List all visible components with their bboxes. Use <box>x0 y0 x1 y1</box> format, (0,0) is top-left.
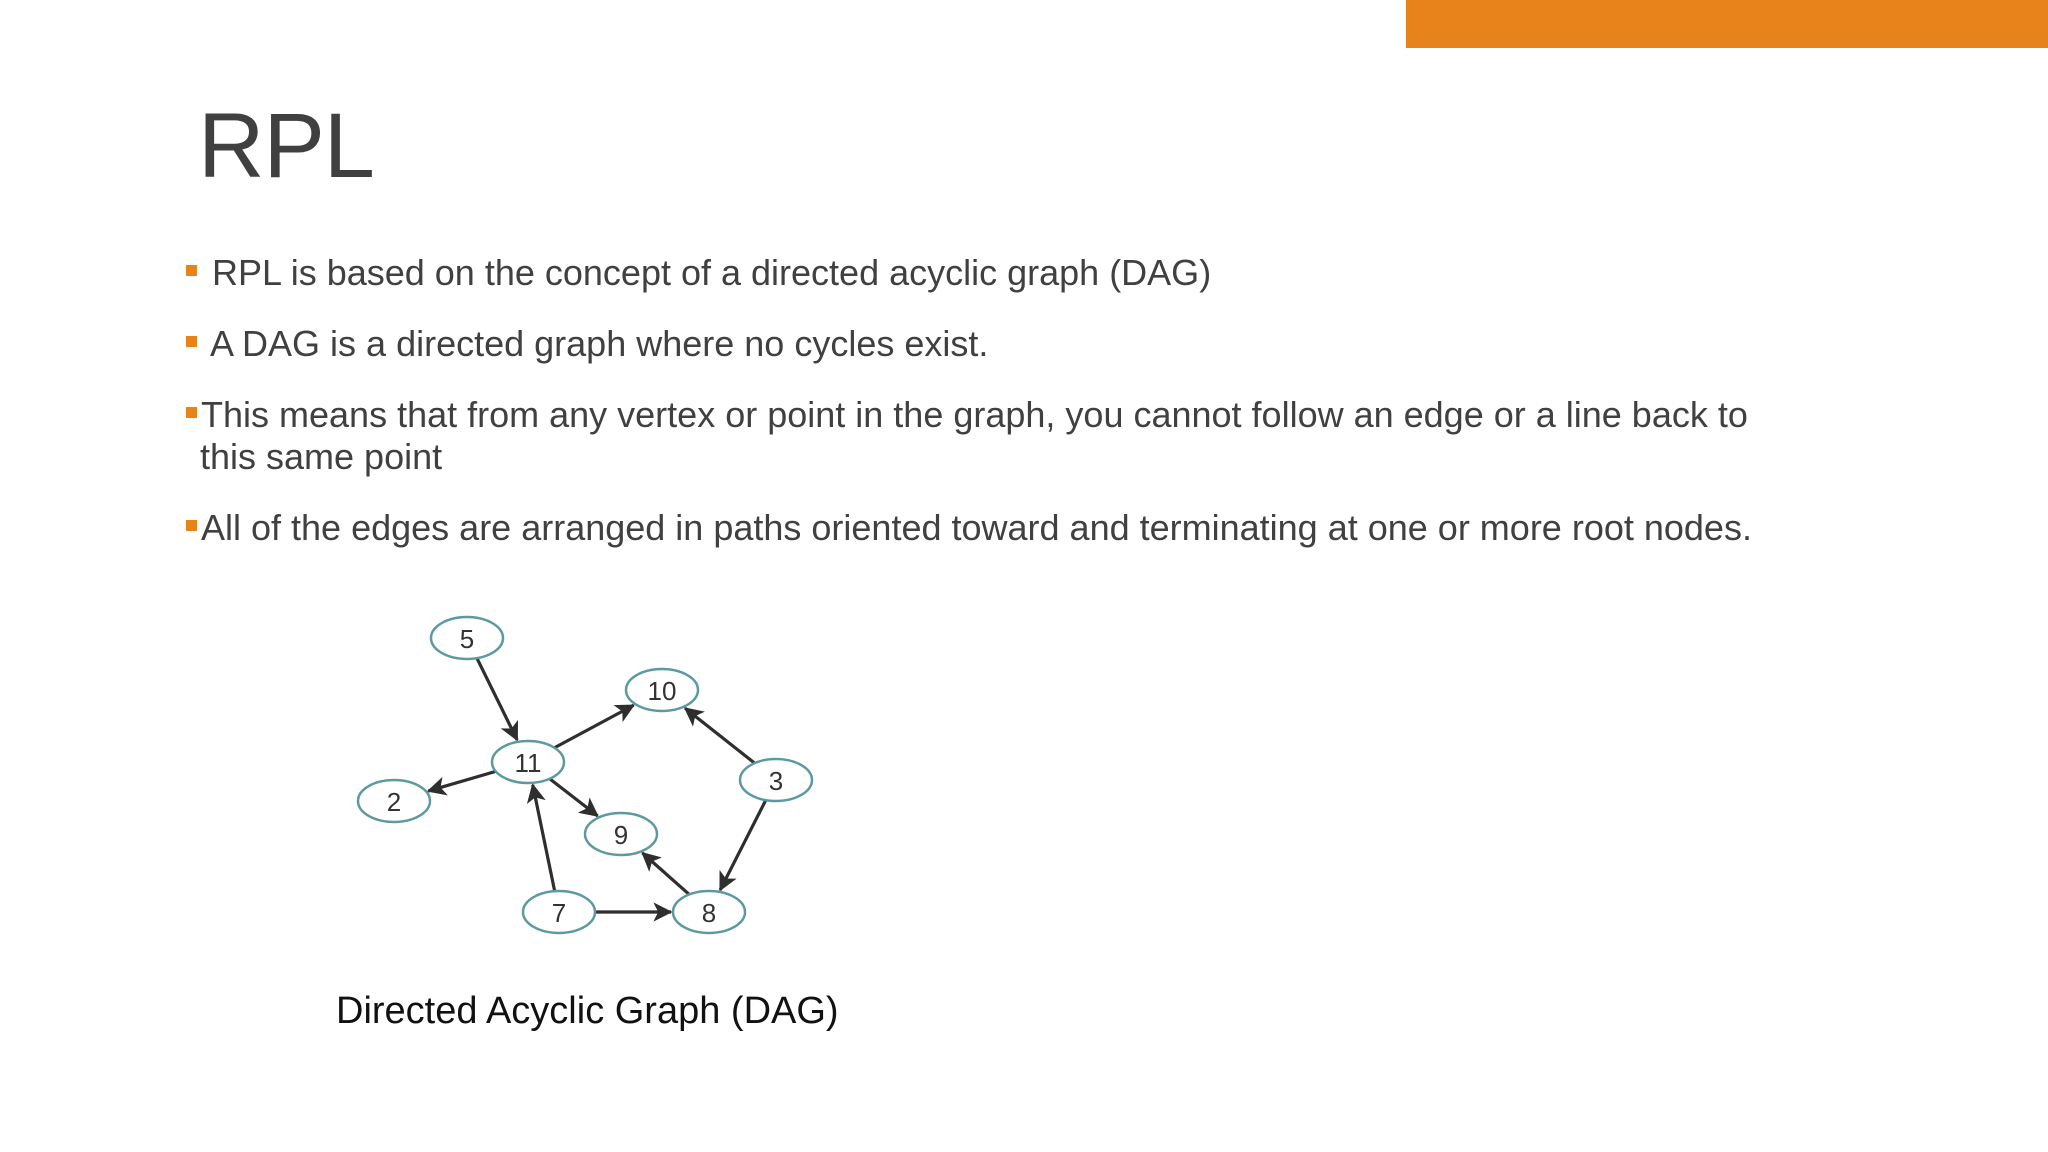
edge-5-to-11 <box>477 658 517 740</box>
edge-7-to-11 <box>533 785 555 891</box>
edge-3-to-8 <box>720 800 766 890</box>
node-label: 9 <box>613 820 629 850</box>
edge-11-to-10 <box>554 705 633 748</box>
slide-title: RPL <box>198 95 374 197</box>
bullet-item <box>186 323 988 365</box>
dag-edges <box>428 658 766 912</box>
dag-node-2 <box>358 780 430 822</box>
bullet-text: A DAG is a directed graph where no cycles exist. <box>210 323 989 364</box>
square-bullet-icon <box>186 336 197 347</box>
bullet-item <box>186 252 1211 294</box>
bullet-text: RPL is based on the concept of a directed acyclic graph (DAG) <box>212 252 1212 293</box>
node-label: 2 <box>386 787 402 817</box>
node-label: 10 <box>647 676 677 706</box>
square-bullet-icon <box>186 520 197 531</box>
square-bullet-icon <box>186 407 197 418</box>
edge-8-to-9 <box>642 853 689 894</box>
bullet-text: All of the edges are arranged in paths oriented toward and terminating at one or more root nodes. <box>201 507 1752 548</box>
bullet-item <box>186 507 1752 549</box>
dag-node-9 <box>585 813 657 855</box>
square-bullet-icon <box>186 265 197 276</box>
dag-node-3 <box>740 759 812 801</box>
bullet-text: this same point <box>200 436 443 477</box>
diagram-caption: Directed Acyclic Graph (DAG) <box>336 990 839 1032</box>
dag-diagram <box>340 600 840 960</box>
dag-node-11 <box>492 741 564 783</box>
dag-node-10 <box>626 669 698 711</box>
node-label: 5 <box>459 624 475 654</box>
bullet-continuation <box>200 436 442 478</box>
dag-nodes <box>358 617 812 933</box>
bullet-item <box>186 394 1748 436</box>
bullet-text: This means that from any vertex or point in the graph, you cannot follow an edge or a line back to <box>201 394 1748 435</box>
node-label: 11 <box>514 748 542 778</box>
node-label: 8 <box>701 898 717 928</box>
dag-node-7 <box>523 891 595 933</box>
dag-node-5 <box>431 617 503 659</box>
node-label: 7 <box>551 898 567 928</box>
edge-11-to-9 <box>550 779 598 816</box>
edge-11-to-2 <box>428 771 496 791</box>
edge-3-to-10 <box>685 708 754 763</box>
accent-bar <box>1406 0 2048 48</box>
node-label: 3 <box>768 766 784 796</box>
dag-node-8 <box>673 891 745 933</box>
